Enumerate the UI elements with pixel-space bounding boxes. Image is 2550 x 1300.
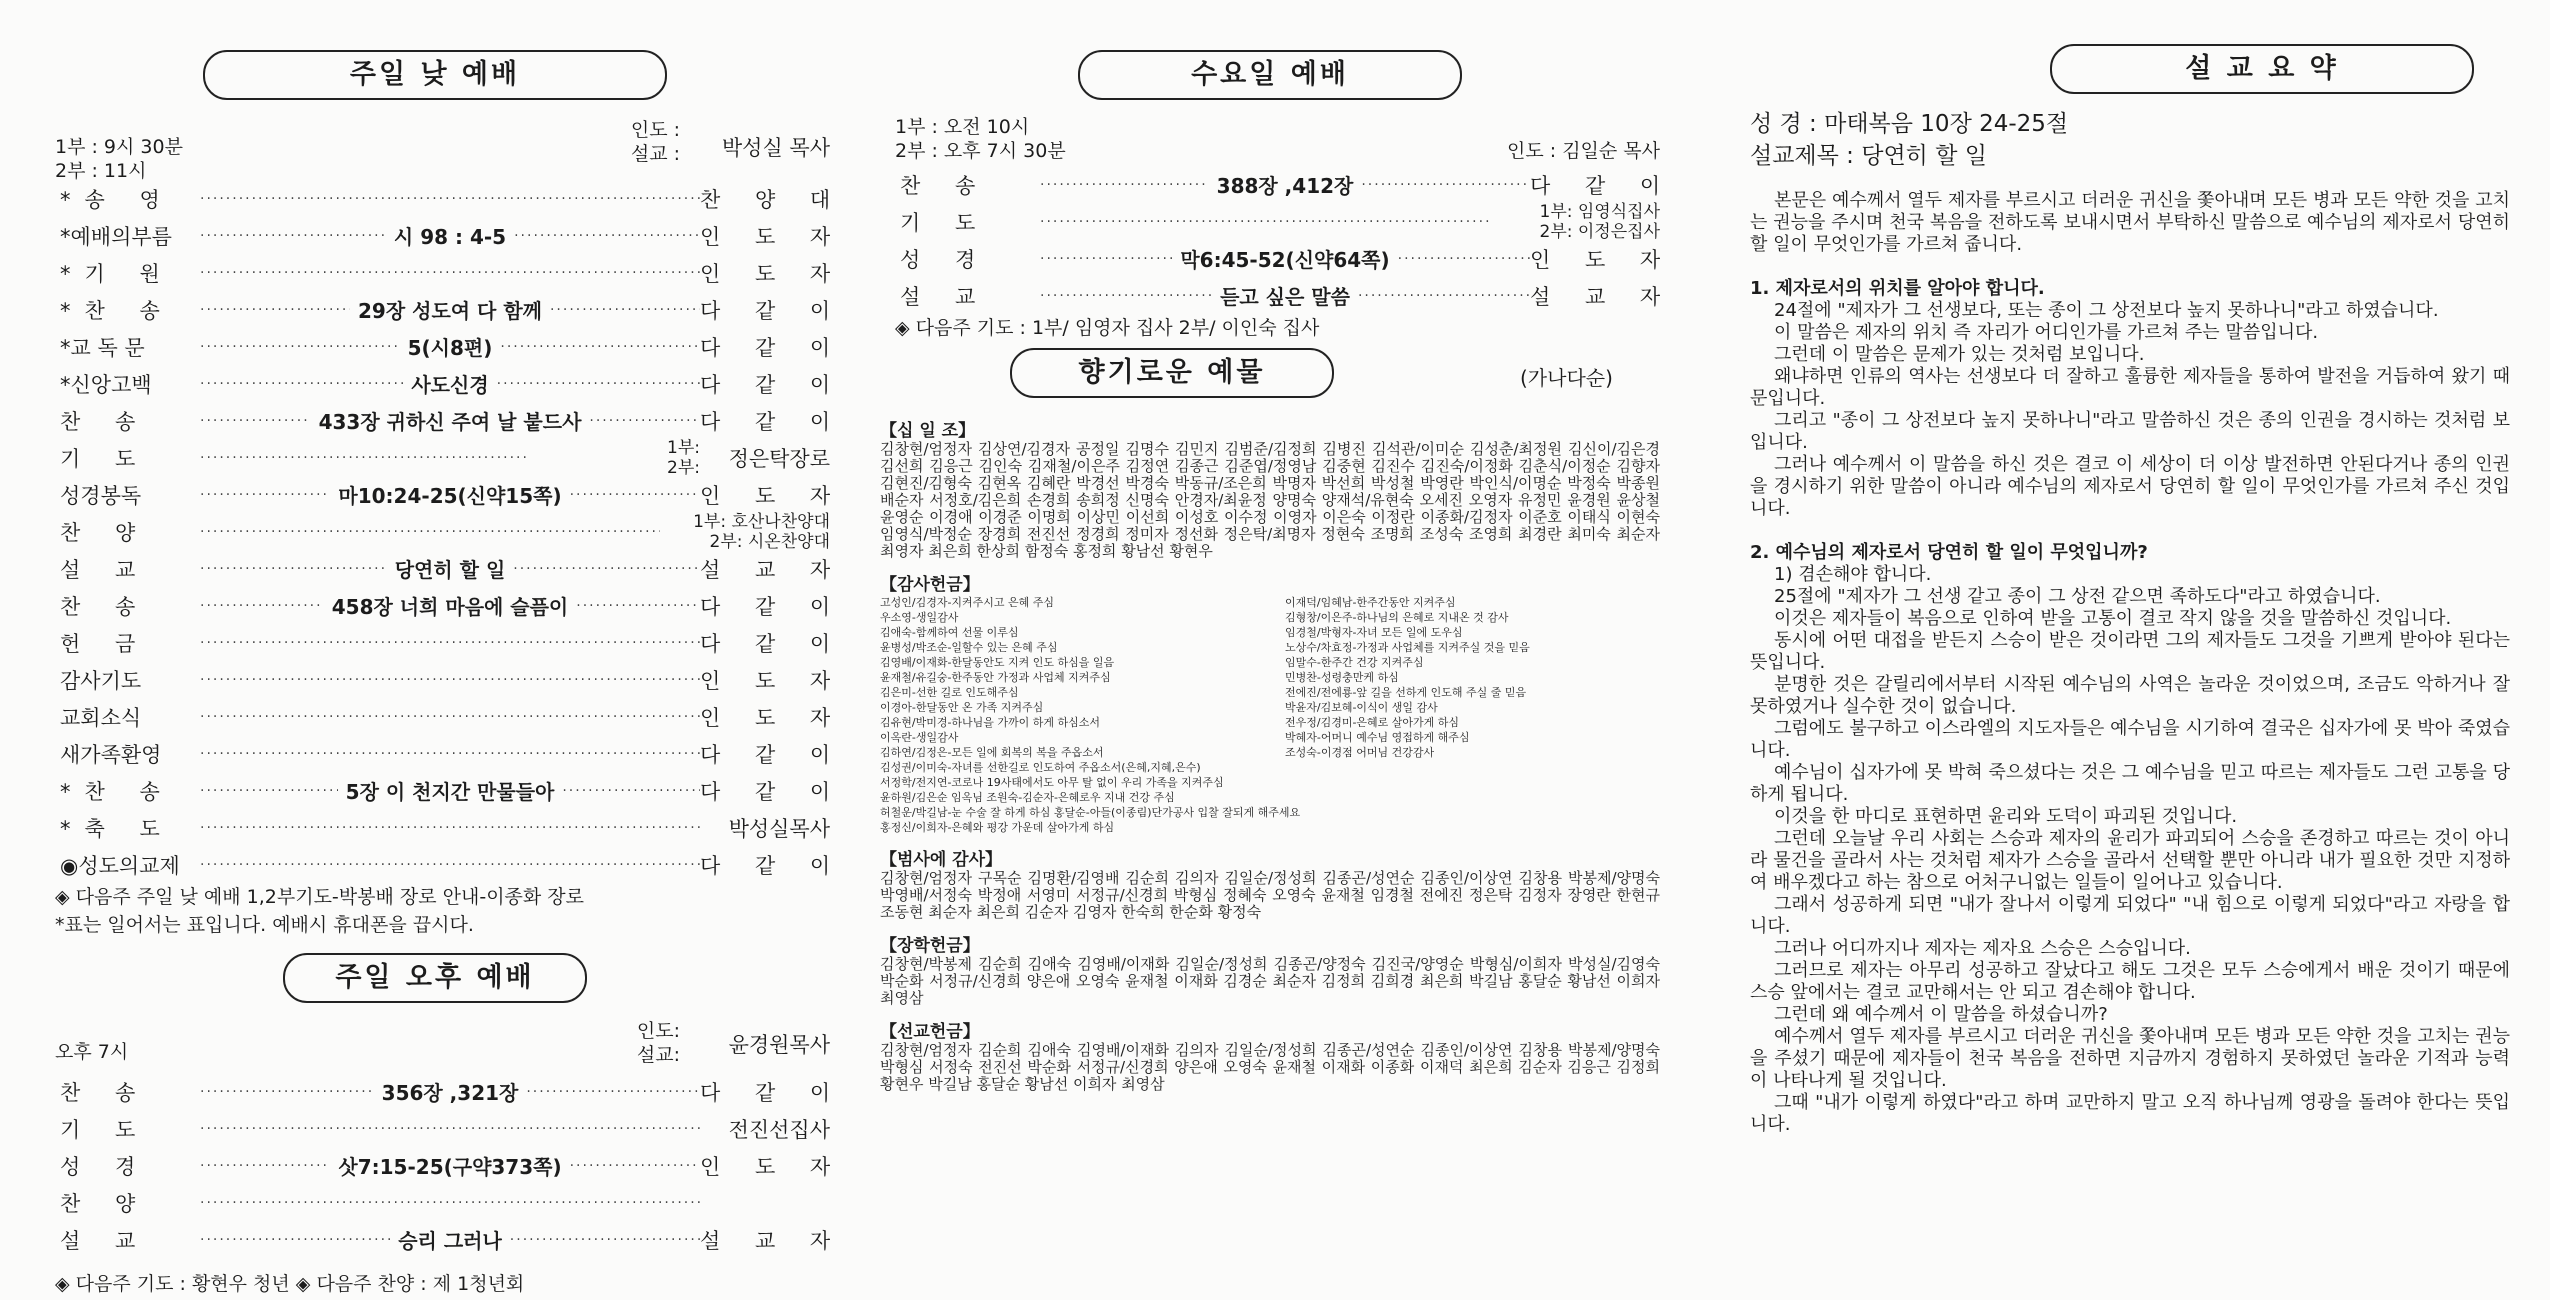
thanks-line: 임경철/박형자-자녀 모든 일에 도우심 [1285,626,1463,639]
service-time-1: 1부 : 9시 30분 [55,136,183,158]
order-label: 성경봉독 [60,483,142,508]
sermon-paragraph: 그런데 이 말씀은 문제가 있는 것처럼 보입니다. [1774,344,2145,365]
thanks-line: 조성숙-이경점 어머님 건강감사 [1285,746,1435,759]
order-label: 새가족환영 [60,742,162,767]
offering-title: 향기로운 예물 [1010,348,1334,398]
order-row [40,1147,845,1184]
order-person: 설 교 자 [700,557,845,582]
thanks-line: 김형창/이은주-하나님의 은혜로 지내온 것 감사 [1285,611,1509,624]
sermon-paragraph: 예수님이 십자가에 못 박혀 죽으셨다는 것은 그 예수님을 믿고 따르는 제자들도 그런 고통을 당하게 됩니다. [1750,762,2510,805]
order-row [40,217,845,254]
thanks-list [880,595,1660,760]
order-person: 전진선집사 [728,1117,830,1142]
order-row [40,254,845,291]
evening-next-note: ◈ 다음주 기도 : 황현우 청년 ◈ 다음주 찬양 : 제 1청년회 [55,1273,525,1295]
sunday-worship-meta [40,110,830,180]
order-row [40,698,845,735]
order-row [40,846,845,883]
wed-leader: 인도 : 김일순 목사 [1507,140,1660,162]
scholarship-names: 김창현/박봉제 김순희 김애숙 김영배/이재화 김일순/정성희 김종곤/양정숙 김진국/양영순 박형심/이희자 박성실/김영숙 박순화 서정규/신경희 양은애 오영숙 윤재철 이재화 김경순 최순자 김정희 김희경 최은희 박길남 홍달순 황남선 이희자 최영삼 [880,955,1660,1007]
order-label: 기 도 [60,1117,150,1142]
order-person: 다 같 이 [700,335,845,360]
thanks-line: 윤재철/유길숭-한주동안 가정과 사업체 지켜주심 [880,671,1111,684]
evening-time: 오후 7시 [55,1041,129,1063]
order-label: 찬 양 [60,520,150,545]
order-split [530,438,700,478]
sermon-summary-column [1750,40,2510,1136]
thanks-line: 노상수/차효정-가정과 사업체를 지켜주실 것을 믿음 [1285,641,1530,654]
thanks-line: 김애숙-함께하여 선물 이루심 [880,626,1019,639]
order-row [40,624,845,661]
standing-note: *표는 일어서는 표입니다. 예배시 휴대폰을 끕시다. [55,914,474,936]
order-row [880,166,1675,203]
order-split [660,512,830,552]
order-person: 설 교 자 [700,1228,845,1253]
order-row [40,735,845,772]
order-row [40,513,830,550]
sermon-intro: 본문은 예수께서 열두 제자를 부르시고 더러운 귀신을 쫓아내며 모든 병과 모든 약한 것을 고치는 권능을 주시며 천국 복음을 전하도록 보내시면서 부탁하신 말씀으로 예수님의 제자로서 당연히 할 일이 무엇인가를 가르쳐 줍니다. [1750,190,2510,255]
order-row [40,291,845,328]
order-value: 433장 귀하신 주여 날 붙드사 [318,410,582,434]
order-label: 감사기도 [60,668,142,693]
order-label: 설 교 [60,557,150,582]
sermon-paragraph: 이 말씀은 제자의 위치 즉 자리가 어디인가를 가르쳐 주는 말씀입니다. [1774,322,2319,343]
thanks-extra: 김성권/이미숙-자녀를 선한길로 인도하여 주옵소서(은혜,지혜,은수) 서정학/전지연-코로나 19사태에서도 아무 탈 없이 우리 가족을 지켜주심 윤하원/김은순 임옥님 조원숙-김순자-은혜로우 지내 건강 주심 허철운/박길남-눈 수술 잘 하게 하심 홍달순-아들(이종림)단가공사 입찰 잘되게 해주세요 홍정신/이희자-은혜와 평강 가운데 살아가게 하심 [880,761,1301,834]
order-row [40,550,845,587]
order-value: 5장 이 천지간 만물들아 [345,780,555,804]
thanks-line: 전에진/전에룡-앞 길을 선하게 인도해 주실 줄 믿음 [1285,686,1527,699]
order-label: * 교 독 문 [40,332,200,362]
leader-name: 박성실 목사 [721,136,830,160]
order-row [40,809,830,846]
sermon-title: 설교제목 : 당연히 할 일 [1750,143,1987,169]
tithe-header: 【십 일 조】 [880,421,976,441]
order-person: 다 같 이 [700,409,845,434]
order-label: 찬 송 [900,173,990,198]
order-person: 다 같 이 [700,779,845,804]
sermon-paragraph: 이것은 제자들이 복음으로 인하여 받을 고통이 결코 작지 않을 것을 말씀하신 것입니다. [1774,608,2452,629]
order-person: 다 같 이 [700,372,845,397]
thanks-line: 김은미-선한 길로 인도해주심 [880,686,1019,699]
order-person: 인 도 자 [700,668,845,693]
scripture-ref: 성 경 : 마태복음 10장 24-25절 [1750,111,2069,137]
sermon-paragraph: 예수께서 열두 제자를 부르시고 더러운 귀신을 쫓아내며 모든 병과 모든 약한 것을 고치는 권능을 주셨기 때문에 제자들이 천국 복음을 전하면 지금까지 경험하지 못하였던 놀라운 기적과 능력이 나타나게 될 것입니다. [1750,1026,2510,1091]
order-label: 찬 송 [60,1080,150,1105]
order-person: 인 도 자 [700,224,845,249]
order-person: 다 같 이 [1530,173,1675,198]
sunday-worship-column [40,40,845,1298]
split-line-2: 2부: 시온찬양대 [709,531,830,552]
leader-labels [631,118,680,166]
order-person: 인 도 자 [700,483,845,508]
thanks-line: 박혜자-어머니 예수님 영접하게 해주심 [1285,731,1470,744]
order-value: 시 98 : 4-5 [393,225,507,249]
order-row [880,240,1675,277]
sermon-paragraph: 24절에 "제자가 그 선생보다, 또는 종이 그 상전보다 높지 못하나니"라고 하였습니다. [1774,300,2439,321]
order-label: 설 교 [60,1228,150,1253]
order-value: 마10:24-25(신약15쪽) [338,484,562,508]
order-row [40,772,845,809]
scholarship-header: 【장학헌금】 [880,936,980,956]
split-line-2: 2부: [667,457,700,478]
order-label: 찬 송 [60,594,150,619]
split-line-2: 2부: 이정은집사 [1539,221,1660,242]
thanks-line: 우소영-생일감사 [880,611,959,624]
point-1-heading: 1. 제자로서의 위치를 알아야 합니다. [1750,278,2045,299]
sermon-paragraph: 그런데 왜 예수께서 이 말씀을 하셨습니까? [1774,1004,2108,1025]
sermon-summary-title: 설 교 요 약 [2050,44,2474,94]
order-row [40,1221,845,1258]
order-label: * 축 도 [40,813,200,843]
thanks-line: 윤병성/박조순-일할수 있는 은혜 주심 [880,641,1058,654]
service-time-2: 2부 : 11시 [55,160,147,182]
sermon-paragraph: 그때 "내가 이렇게 하였다"라고 하며 교만하지 말고 오직 하나님께 영광을 돌려야 한다는 뜻입니다. [1750,1092,2510,1135]
evening-meta [40,1013,830,1073]
thanks-line: 전우정/김경미-은혜로 살아가게 하심 [1285,716,1460,729]
order-person: 다 같 이 [700,298,845,323]
mission-header: 【선교헌금】 [880,1022,980,1042]
wednesday-order-list [880,166,1675,314]
sermon-paragraph: 그래서 성공하게 되면 "내가 잘나서 이렇게 되었다" "내 힘으로 이렇게 되었다"라고 자랑을 합니다. [1750,894,2510,937]
thanks-line: 김유현/박미경-하나님을 가까이 하게 하심소서 [880,716,1101,729]
order-person: 다 같 이 [700,1080,845,1105]
split-line-1: 1부: 호산나찬양대 [693,511,830,532]
sermon-paragraph: 동시에 어떤 대접을 받든지 스승이 받은 것이라면 그의 제자들도 그것을 기쁘게 받아야 된다는 뜻입니다. [1750,630,2510,673]
order-value: 458장 너희 마음에 슬픔이 [331,595,569,619]
order-value: 388장 ,412장 [1216,174,1354,198]
order-label: * 예배의부름 [40,221,200,251]
point-1-body [1750,300,2510,520]
order-row [40,439,830,476]
evening-leader-name: 윤경원목사 [728,1033,830,1057]
point-2-heading: 2. 예수님의 제자로서 당연히 할 일이 무엇입니까? [1750,542,2148,563]
point-2-body [1750,564,2510,1136]
order-person: 다 같 이 [700,594,845,619]
order-label: 성 경 [900,247,990,272]
sermon-paragraph: 그리고 "종이 그 상전보다 높지 못하나니"라고 말씀하신 것은 종의 인권을 경시하는 것처럼 보입니다. [1750,410,2510,453]
order-label: * 기 원 [40,258,200,288]
order-value: 356장 ,321장 [381,1081,519,1105]
thanks-line: 이옥란-생일감사 [880,731,959,744]
order-value: 막6:45-52(신약64쪽) [1180,248,1390,272]
order-label: 기 도 [60,446,150,471]
order-label: * 송 영 [40,184,200,214]
evening-leader-labels [637,1019,680,1067]
order-person: 인 도 자 [700,1154,845,1179]
evening-preacher-label: 설교: [636,1044,680,1066]
order-row [40,365,845,402]
order-row [40,587,845,624]
wednesday-column [880,40,1675,1093]
thanks-line: 박윤자/김보혜-이식이 생일 감사 [1285,701,1438,714]
sermon-paragraph: 분명한 것은 갈릴리에서부터 시작된 예수님의 사역은 놀라운 것이었으며, 조금도 악하거나 잘못하였거나 실수한 것이 없습니다. [1750,674,2510,717]
order-value: 승리 그러나 [398,1229,502,1253]
wed-next-note: ◈ 다음주 기도 : 1부/ 임영자 집사 2부/ 이인숙 집사 [895,317,1320,339]
order-label: 설 교 [900,284,990,309]
order-person: 다 같 이 [700,742,845,767]
sermon-paragraph: 1) 겸손해야 합니다. [1774,564,1932,585]
order-person: 정은탁장로 [728,446,830,471]
order-row [40,1110,830,1147]
sermon-paragraph: 그러나 어디까지나 제자는 제자요 스승은 스승입니다. [1774,938,2191,959]
thanks-line: 민병찬-성령충만케 하심 [1285,671,1399,684]
order-label: 찬 양 [60,1191,150,1216]
gratitude-header: 【범사에 감사】 [880,850,1003,870]
order-label: 헌 금 [60,631,150,656]
thanks-line: 김하연/김정은-모든 일에 회복의 복을 주옵소서 [880,746,1104,759]
sunday-evening-title: 주일 오후 예배 [283,953,587,1003]
offering-order-note: (가나다순) [1520,366,1613,390]
order-label: ◉성도의교제 [60,853,180,878]
order-row [880,277,1675,314]
order-person: 다 같 이 [700,631,845,656]
order-value: 29장 성도여 다 함께 [358,299,542,323]
wednesday-meta [880,110,1660,166]
mission-names: 김창현/엄정자 김순희 김애숙 김영배/이재화 김의자 김일순/정성희 김종곤/성연순 김종인/이상연 김창용 박봉제/양명숙 박형심 서정숙 전진선 박순화 서정규/신경희 양은애 오영숙 윤재철 이재화 이종화 이재덕 최은희 김순자 김응근 김정희 황현우 박길남 홍달순 황남선 이희자 최영삼 [880,1041,1660,1093]
wed-time-2: 2부 : 오후 7시 30분 [895,140,1066,162]
order-person: 인 도 자 [1530,247,1675,272]
thanks-line: 고성인/김경자-지켜주시고 은혜 주심 [880,596,1055,609]
gratitude-names: 김창현/엄정자 구목순 김명환/김영배 김순희 김의자 김일순/정성희 김종곤/성연순 김종인/이상연 김창용 박봉제/양명숙 박영배/서정숙 박정애 서영미 서정규/신경희 박형심 정혜숙 오영숙 윤재철 임경철 전에진 정은탁 김정자 장영란 한현규 조동현 최순자 최은희 김순자 김영자 한숙희 한순화 황정숙 [880,869,1660,921]
order-row [40,1073,845,1110]
order-row [40,476,845,513]
order-value: 사도신경 [411,373,489,397]
order-person: 인 도 자 [700,261,845,286]
order-label: 찬 송 [60,409,150,434]
sermon-paragraph: 이것을 한 마디로 표현하면 윤리와 도덕이 파괴된 것입니다. [1774,806,2238,827]
order-row [40,402,845,439]
sermon-paragraph: 그럼에도 불구하고 이스라엘의 지도자들은 예수님을 시기하여 결국은 십자가에 못 박아 죽였습니다. [1750,718,2510,761]
order-row [40,180,845,217]
thanks-line: 임말수-한주간 건강 지켜주심 [1285,656,1424,669]
order-label: * 찬 송 [40,295,200,325]
sermon-paragraph: 그런데 오늘날 우리 사회는 스승과 제자의 윤리가 파괴되어 스승을 존경하고 따르는 것이 아니라 물건을 골라서 사는 것처럼 제자가 스승을 골라서 선택할 뿐만 아니라 내가 필요한 것만 지정하여 배우겠다고 하는 참으로 어처구니없는 일들이 일어나고 있습니다. [1750,828,2510,893]
sermon-paragraph: 그러나 예수께서 이 말씀을 하신 것은 결코 이 세상이 더 이상 발전하면 안된다거나 종의 인권을 경시하기 위한 말씀이 아니라 예수님의 제자로서 당연히 할 일이 무엇인가를 가르쳐 주신 것입니다. [1750,454,2510,519]
order-row [40,1184,830,1221]
order-row [880,203,1660,240]
order-row [40,661,845,698]
thanks-line: 김영배/이재화-한달동안도 지켜 인도 하심을 일음 [880,656,1115,669]
sunday-worship-title: 주일 낮 예배 [203,50,667,100]
preacher-label: 설교 : [630,143,680,165]
order-value: 당연히 할 일 [394,558,506,582]
order-person: 설 교 자 [1530,284,1675,309]
thanks-line: 이재덕/임혜남-한주간동안 지켜주심 [1285,596,1456,609]
order-value: 삿7:15-25(구약373쪽) [338,1155,562,1179]
sermon-paragraph: 25절에 "제자가 그 선생 같고 종이 그 상전 같으면 족하도다"라고 하였습니다. [1774,586,2381,607]
sermon-paragraph: 왜냐하면 인류의 역사는 선생보다 더 잘하고 훌륭한 제자들을 통하여 발전을 거듭하여 왔기 때문입니다. [1750,366,2510,409]
order-label: 성 경 [60,1154,150,1179]
split-line-1: 1부: [667,437,700,458]
split-line-1: 1부: 임영식집사 [1539,201,1660,222]
order-value: 듣고 싶은 말씀 [1220,285,1350,309]
sermon-paragraph: 그러므로 제자는 아무리 성공하고 잘났다고 해도 그것은 모두 스승에게서 배운 것이기 때문에 스승 앞에서는 결코 교만해서는 안 되고 겸손해야 합니다. [1750,960,2510,1003]
tithe-names: 김창현/엄정자 김상연/김경자 공정일 김명수 김민지 김범준/김정희 김병진 김석관/이미순 김성춘/최정원 김신이/김은경 김선희 김응근 김인숙 김재철/이은주 김정연 김종근 김준엽/정영남 김중현 김진수 김진숙/이정화 김춘식/이정순 김향자 김현진/김형숙 김현옥 김혜란 박경선 박경숙 박동규/조은희 박명자 박선희 박성철 박영란 박인식/이명순 박정숙 박종원 배순자 서정호/김은희 손경희 송희정 신명숙 안경자/최윤정 양명숙 양재석/유현숙 오세진 오영자 유정민 윤경원 윤상철 윤영순 이경애 이경준 이명희 이상민 이선희 이성호 이수정 이영자 이은숙 이정란 이종화/김정자 이준호 이태식 이현숙 임영식/박정순 장경희 전진선 정경희 정미자 정선화 정은탁/최명자 정현숙 조명희 조성숙 조영희 최경란 최미숙 최순자 최영자 최은희 한상희 함정숙 홍정희 황남선 황현우 [880,440,1660,560]
order-value: 5(시8편) [407,336,493,360]
order-person: 박성실목사 [728,816,830,841]
thanks-line: 이경아-한달동안 온 가족 지켜주심 [880,701,1044,714]
order-label: 교회소식 [60,705,142,730]
order-person: 다 같 이 [700,853,845,878]
order-person: 인 도 자 [700,705,845,730]
order-person: 찬 양 대 [700,187,845,212]
order-label: * 찬 송 [40,776,200,806]
evening-order-list [40,1073,845,1258]
wednesday-title: 수요일 예배 [1078,50,1462,100]
wed-time-1: 1부 : 오전 10시 [895,116,1030,138]
next-week-note: ◈ 다음주 주일 낮 예배 1,2부기도-박봉배 장로 안내-이종화 장로 [55,886,584,908]
thanks-header: 【감사헌금】 [880,575,980,595]
order-split [1490,202,1660,242]
order-row [40,328,845,365]
evening-leader-label: 인도: [636,1020,680,1042]
order-label: * 신앙고백 [40,369,200,399]
sunday-order-list [40,180,845,883]
order-label: 기 도 [900,210,990,235]
leader-label: 인도 : [630,119,680,141]
